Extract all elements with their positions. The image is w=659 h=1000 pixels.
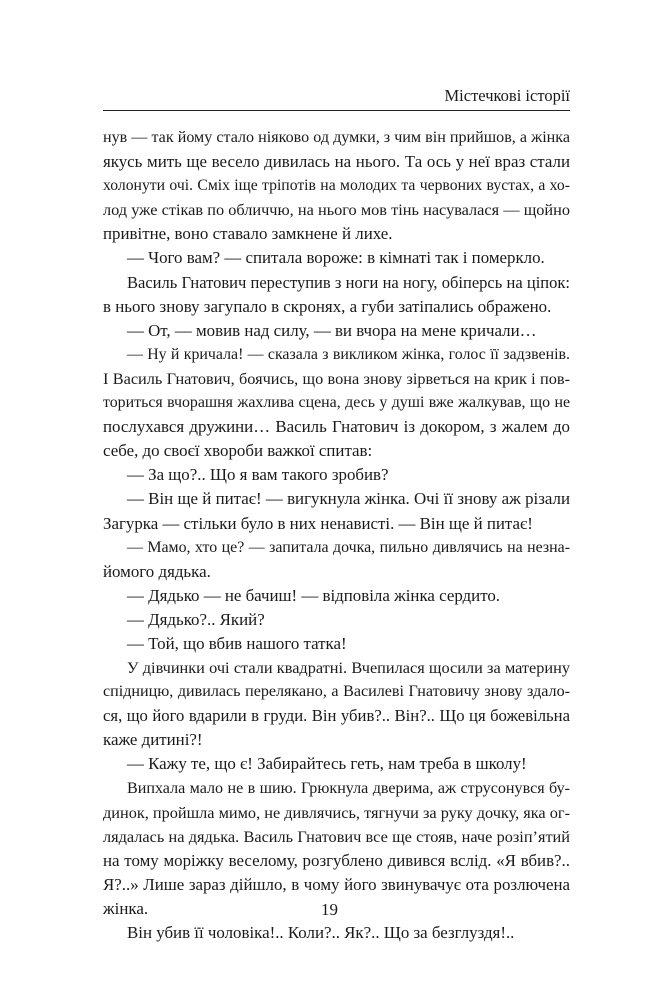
text-line: ся, що його вдарили в груди. Він убив?.. Він?.. Що ця божевільна	[103, 706, 570, 726]
text-line: послухався дружини… Василь Гнатович із докором, з жалем до	[103, 417, 570, 437]
text-line: спідницю, дивилась перелякано, а Василеві Гнатовичу знову здало-	[103, 683, 570, 701]
page-number: 19	[321, 900, 338, 919]
text-line: Випхала мало не в шию. Грюкнула дверима, аж струсонувся бу-	[127, 779, 570, 797]
body-text	[103, 126, 570, 945]
text-line: — Ну й кричала! — сказала з викликом жінка, голос її задзвенів.	[127, 345, 570, 363]
text-line: Він убив її чоловіка!.. Коли?.. Як?.. Що за безглуздя!..	[127, 923, 515, 943]
text-line: привітне, воно ставало замкнене й лихе.	[103, 224, 393, 244]
header-rule	[103, 110, 570, 111]
text-line: — Дядько — не бачиш! — відповіла жінка сердито.	[127, 585, 501, 605]
text-line: ториться вчорашня жахлива сцена, десь у душі вже жалкував, що не	[103, 394, 570, 412]
text-line: Василь Гнатович переступив з ноги на ногу, обіперсь на ціпок:	[127, 272, 570, 292]
text-line: на тому моріжку веселому, розгублено дивився вслід. «Я вбив?..	[103, 850, 570, 870]
text-line: — Він ще й питає! — вигукнула жінка. Очі її знову аж різали	[127, 489, 570, 509]
text-line: каже дитині?!	[103, 730, 203, 750]
text-line: якусь мить ще весело дивилась на нього. Та ось у неї враз стали	[103, 152, 570, 172]
running-head-title: Містечкові історії	[444, 86, 570, 105]
text-line: Я?..» Лише зараз дійшло, в чому його звинувачує ота розлючена	[103, 874, 570, 894]
text-line: лядалась на дядька. Василь Гнатович все ще стояв, наче розіп’ятий	[103, 826, 570, 846]
text-line: — От, — мовив над силу, — ви вчора на мене кричали…	[127, 320, 537, 340]
text-line: лод уже стікав по обличчю, на нього мов тінь насувалася — щойно	[103, 200, 570, 220]
text-line: Загурка — стільки було в них ненависті. — Він ще й питає!	[103, 513, 533, 533]
text-line: — Дядько?.. Який?	[127, 609, 265, 629]
text-line: — За що?.. Що я вам такого зробив?	[127, 465, 389, 485]
text-line: І Василь Гнатович, боячись, що вона знову зірветься на крик і пов-	[103, 368, 570, 388]
text-line: в нього знову загупало в скронях, а губи затіпались ображено.	[103, 296, 552, 316]
text-line: динок, пройшла мимо, не дивлячись, тягнучи за руку дочку, яка ог-	[103, 802, 570, 822]
text-line: — Чого вам? — спитала вороже: в кімнаті так і померкло.	[127, 248, 545, 268]
text-line: себе, до своєї хвороби важкої спитав:	[103, 441, 373, 461]
text-line: холонути очі. Сміх іще тріпотів на молодих та червоних вустах, а хо-	[103, 177, 570, 195]
text-line: нув — так йому стало ніяково од думки, з чим він прийшов, а жінка	[103, 129, 570, 146]
text-line: У дівчинки очі стали квадратні. Вчепилася щосили за материну	[127, 658, 570, 678]
text-line: — Мамо, хто це? — запитала дочка, пильно дивлячись на незна-	[127, 538, 570, 556]
text-line: — Кажу те, що є! Забирайтесь геть, нам треба в школу!	[127, 754, 527, 774]
text-line: йомого дядька.	[103, 561, 211, 581]
text-line: — Той, що вбив нашого татка!	[127, 633, 347, 653]
text-line: жінка.	[103, 899, 149, 918]
